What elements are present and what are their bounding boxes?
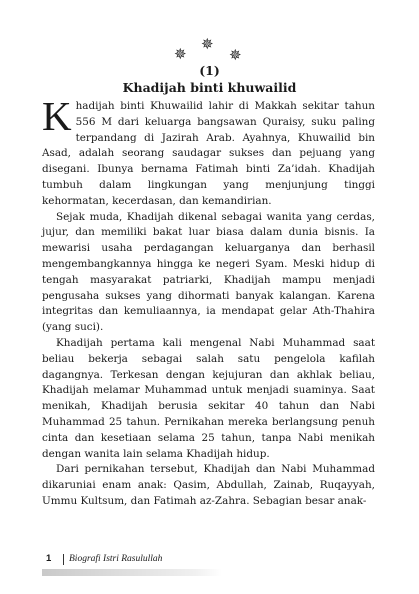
footer-divider — [63, 554, 64, 565]
drop-cap: K — [42, 93, 72, 139]
running-book-title: Biografi Istri Rasulullah — [69, 554, 163, 564]
chapter-number: (1) — [199, 63, 220, 78]
paragraph: Dari pernikahan tersebut, Khadijah dan Nabi Muhammad dikaruniai enam anak: Qasim, Abdullah, Zainab, Ruqayyah, Ummu Kultsum, dan Fatimah az-Zahra. Sebagian besar anak- — [42, 463, 375, 507]
star-ornament-icon: ✵ — [201, 35, 214, 53]
chapter-body — [42, 93, 375, 510]
chapter-title: Khadijah binti khuwailid — [122, 80, 297, 95]
star-ornament-icon: ✵ — [174, 45, 187, 63]
footer-decorative-bar — [42, 569, 222, 576]
paragraph — [42, 93, 375, 210]
paragraph-text: hadijah binti Khuwailid lahir di Makkah sekitar tahun 556 M dari keluarga bangsawan Quraisy, suku paling terpandang di Jazirah Arab. Ayahnya, Khuwailid bin Asad, adalah seorang saudagar sukses dan pejuang yang disegani. Ibunya bernama Fatimah binti Za’idah. Khadijah tumbuh dalam lingkungan yang menjunjung tinggi kehormatan, kecerdasan, dan kemandirian. — [42, 100, 375, 207]
paragraph: Khadijah pertama kali mengenal Nabi Muhammad saat beliau bekerja sebagai salah satu pengelola kafilah dagangnya. Terkesan dengan kejujuran dan akhlak beliau, Khadijah melamar Muhammad untuk menjadi suaminya. Saat menikah, Khadijah berusia sekitar 40 tahun dan Nabi Muhammad 25 tahun. Pernikahan mereka berlangsung penuh cinta dan kesetiaan selama 25 tahun, tanpa Nabi menikah dengan wanita lain selama Khadijah hidup. — [42, 336, 375, 460]
star-ornament-icon: ✵ — [229, 46, 242, 64]
page-number: 1 — [46, 553, 52, 564]
paragraph: Sejak muda, Khadijah dikenal sebagai wanita yang cerdas, jujur, dan memiliki bakat luar biasa dalam dunia bisnis. Ia mewarisi usaha perdagangan keluarganya dan berhasil mengembangkannya hingga ke negeri Syam. Meski hidup di tengah masyarakat patriarki, Khadijah mampu menjadi pengusaha sukses yang dihormati banyak kalangan. Karena integritas dan kemuliaannya, ia mendapat gelar Ath-Thahira (yang suci). — [42, 210, 375, 334]
